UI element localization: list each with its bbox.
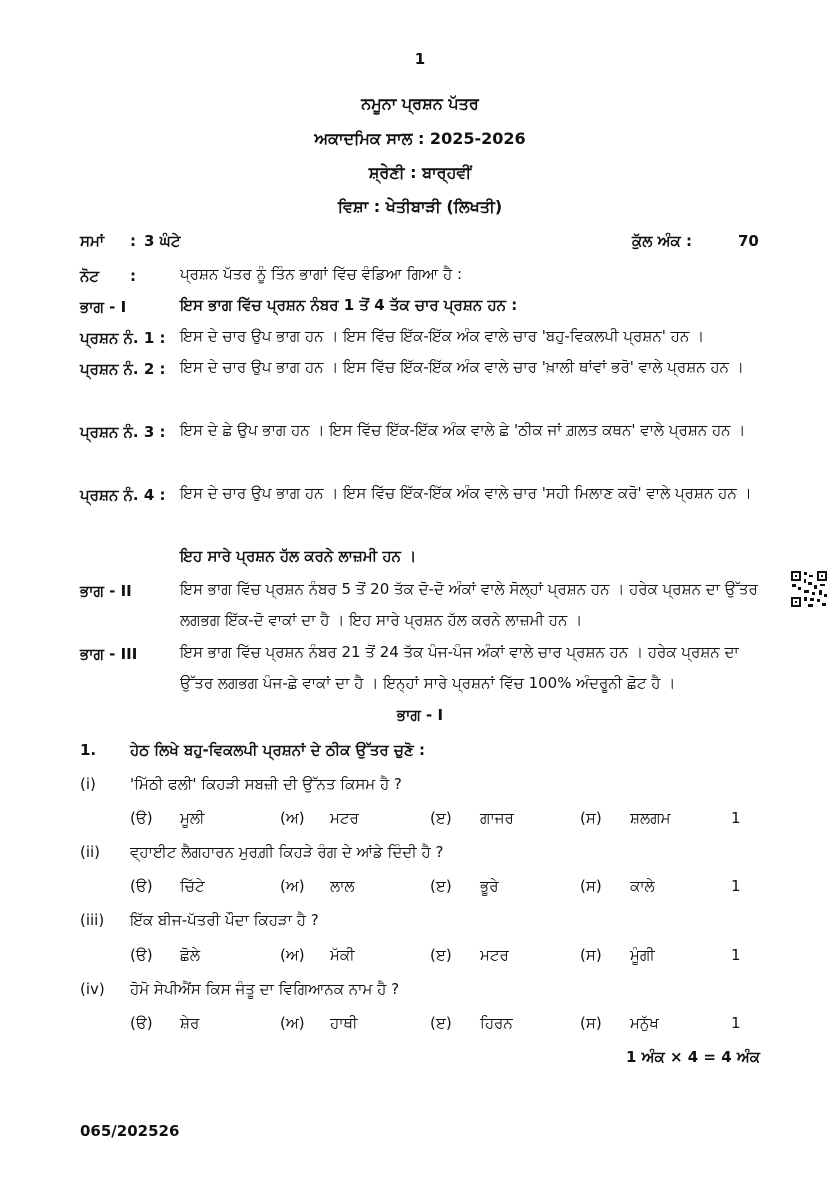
instruction-text: ਇਸ ਦੇ ਚਾਰ ਉਪ ਭਾਗ ਹਨ । ਇਸ ਵਿੱਚ ਇੱਕ-ਇੱਕ ਅੰਕ ਵਾਲੇ ਚਾਰ 'ਖ਼ਾਲੀ ਥਾਂਵਾਂ ਭਰੋ' ਵਾਲੇ ਪ੍ਰਸ਼ਨ ਹਨ ।: [180, 358, 744, 376]
option-label: (ੲ): [430, 946, 452, 964]
option-label: (ਅ): [280, 877, 305, 895]
qr-code-icon: [790, 570, 828, 608]
instruction-label: ਪ੍ਰਸ਼ਨ ਨੰ. 1 :: [80, 329, 166, 347]
academic-year: ਅਕਾਦਮਿਕ ਸਾਲ : 2025-2026: [314, 129, 526, 148]
question-number: 1.: [80, 741, 97, 759]
option-label: (ੳ): [130, 877, 153, 895]
option-text: ਮਟਰ: [480, 946, 509, 964]
instruction-label: ਨੋਟ: [80, 267, 99, 285]
instruction-text: ਇਸ ਦੇ ਚਾਰ ਉਪ ਭਾਗ ਹਨ । ਇਸ ਵਿੱਚ ਇੱਕ-ਇੱਕ ਅੰਕ ਵਾਲੇ ਚਾਰ 'ਬਹੁ-ਵਿਕਲਪੀ ਪ੍ਰਸ਼ਨ' ਹਨ ।: [180, 327, 705, 345]
instruction-text: ਇਸ ਦੇ ਚਾਰ ਉਪ ਭਾਗ ਹਨ । ਇਸ ਵਿੱਚ ਇੱਕ-ਇੱਕ ਅੰਕ ਵਾਲੇ ਚਾਰ 'ਸਹੀ ਮਿਲਾਣ ਕਰੋ' ਵਾਲੇ ਪ੍ਰਸ਼ਨ ਹਨ ।: [180, 484, 752, 502]
option-label: (ਅ): [280, 946, 305, 964]
mark-value: 1: [731, 877, 741, 895]
class-label: ਸ਼੍ਰੇਣੀ : ਬਾਰ੍ਹਵੀਂ: [368, 163, 472, 182]
instruction-label: ਭਾਗ - I: [80, 298, 127, 316]
instruction-text: ਇਸ ਭਾਗ ਵਿੱਚ ਪ੍ਰਸ਼ਨ ਨੰਬਰ 5 ਤੋਂ 20 ਤੱਕ ਦੋ-ਦੋ ਅੰਕਾਂ ਵਾਲੇ ਸੋਲ੍ਹਾਂ ਪ੍ਰਸ਼ਨ ਹਨ । ਹਰੇਕ ਪ੍ਰਸ਼ਨ ਦਾ ਉੱਤਰ ਲਗਭਗ ਇੱਕ-ਦੋ ਵਾਕਾਂ ਦਾ ਹੈ । ਇਹ ਸਾਰੇ ਪ੍ਰਸ਼ਨ ਹੱਲ ਕਰਨੇ ਲਾਜ਼ਮੀ ਹਨ ।: [180, 580, 758, 629]
marks-total: 1 ਅੰਕ × 4 = 4 ਅੰਕ: [625, 1048, 760, 1066]
option-text: ਗਾਜਰ: [480, 809, 514, 827]
section-title: ਭਾਗ - I: [396, 706, 444, 724]
paper-code: 065/202526: [80, 1122, 180, 1140]
sub-question-text: 'ਮਿੱਠੀ ਫਲੀ' ਕਿਹੜੀ ਸਬਜ਼ੀ ਦੀ ਉੱਨਤ ਕਿਸਮ ਹੈ ?: [130, 775, 402, 793]
instruction-label: ਪ੍ਰਸ਼ਨ ਨੰ. 2 :: [80, 360, 166, 378]
option-label: (ਅ): [280, 809, 305, 827]
option-text: ਮੂਲੀ: [180, 809, 205, 827]
time-label: ਸਮਾਂ: [80, 232, 105, 250]
instruction-label: ਭਾਗ - III: [80, 645, 138, 663]
option-text: ਸ਼ੇਰ: [180, 1014, 200, 1032]
subject-label: ਵਿਸ਼ਾ : ਖੇਤੀਬਾੜੀ (ਲਿਖਤੀ): [337, 197, 503, 216]
option-text: ਹਿਰਨ: [480, 1014, 513, 1032]
option-text: ਚਿੱਟੇ: [180, 877, 205, 895]
sub-question-number: (ii): [80, 843, 101, 861]
option-label: (ਸ): [580, 877, 602, 895]
mark-value: 1: [731, 1014, 741, 1032]
sub-question-text: ਇੱਕ ਬੀਜ-ਪੱਤਰੀ ਪੌਦਾ ਕਿਹੜਾ ਹੈ ?: [130, 911, 319, 929]
instruction-text: ਇਸ ਭਾਗ ਵਿੱਚ ਪ੍ਰਸ਼ਨ ਨੰਬਰ 21 ਤੋਂ 24 ਤੱਕ ਪੰਜ-ਪੰਜ ਅੰਕਾਂ ਵਾਲੇ ਚਾਰ ਪ੍ਰਸ਼ਨ ਹਨ । ਹਰੇਕ ਪ੍ਰਸ਼ਨ ਦਾ ਉੱਤਰ ਲਗਭਗ ਪੰਜ-ਛੇ ਵਾਕਾਂ ਦਾ ਹੈ । ਇਨ੍ਹਾਂ ਸਾਰੇ ਪ੍ਰਸ਼ਨਾਂ ਵਿੱਚ 100% ਅੰਦਰੂਨੀ ਛੋਟ ਹੈ ।: [180, 643, 739, 692]
option-label: (ਸ): [580, 946, 602, 964]
instruction-text: ਪ੍ਰਸ਼ਨ ਪੱਤਰ ਨੂੰ ਤਿੰਨ ਭਾਗਾਂ ਵਿੱਚ ਵੰਡਿਆ ਗਿਆ ਹੈ :: [180, 265, 463, 283]
option-label: (ੳ): [130, 1014, 153, 1032]
option-text: ਕਾਲੇ: [630, 877, 655, 895]
option-text: ਸ਼ਲਗਮ: [630, 809, 671, 827]
sub-question-text: ਹੋਮੋ ਸੇਪੀਐਂਸ ਕਿਸ ਜੰਤੂ ਦਾ ਵਿਗਿਆਨਕ ਨਾਮ ਹੈ ?: [130, 980, 400, 998]
option-text: ਭੂਰੇ: [480, 877, 499, 895]
marks-label: ਕੁੱਲ ਅੰਕ :: [632, 232, 692, 250]
instruction-text: ਇਸ ਭਾਗ ਵਿੱਚ ਪ੍ਰਸ਼ਨ ਨੰਬਰ 1 ਤੋਂ 4 ਤੱਕ ਚਾਰ ਪ੍ਰਸ਼ਨ ਹਨ :: [180, 296, 518, 314]
mark-value: 1: [731, 809, 741, 827]
option-text: ਛੋਲੇ: [180, 946, 200, 964]
instruction-colon: :: [130, 267, 136, 285]
sub-question-text: ਵ੍ਹਾਈਟ ਲੈਗਹਾਰਨ ਮੁਰਗ਼ੀ ਕਿਹੜੇ ਰੰਗ ਦੇ ਆਂਡੇ ਦਿੰਦੀ ਹੈ ?: [130, 843, 444, 861]
instruction-label: ਪ੍ਰਸ਼ਨ ਨੰ. 3 :: [80, 423, 166, 441]
paper-title: ਨਮੂਨਾ ਪ੍ਰਸ਼ਨ ਪੱਤਰ: [361, 94, 479, 113]
time-colon: :: [130, 232, 136, 250]
option-label: (ੳ): [130, 809, 153, 827]
option-text: ਲਾਲ: [330, 877, 355, 895]
option-label: (ਸ): [580, 809, 602, 827]
option-label: (ਸ): [580, 1014, 602, 1032]
question-text: ਹੇਠ ਲਿਖੇ ਬਹੁ-ਵਿਕਲਪੀ ਪ੍ਰਸ਼ਨਾਂ ਦੇ ਠੀਕ ਉੱਤਰ ਚੁਣੋ :: [130, 741, 426, 759]
instruction-text: ਇਸ ਦੇ ਛੇ ਉਪ ਭਾਗ ਹਨ । ਇਸ ਵਿੱਚ ਇੱਕ-ਇੱਕ ਅੰਕ ਵਾਲੇ ਛੇ 'ਠੀਕ ਜਾਂ ਗ਼ਲਤ ਕਥਨ' ਵਾਲੇ ਪ੍ਰਸ਼ਨ ਹਨ ।: [180, 421, 746, 439]
instruction-label: ਭਾਗ - II: [80, 582, 132, 600]
instruction-text: ਇਹ ਸਾਰੇ ਪ੍ਰਸ਼ਨ ਹੱਲ ਕਰਨੇ ਲਾਜ਼ਮੀ ਹਨ ।: [180, 547, 417, 565]
page-number: 1: [414, 50, 426, 68]
time-value: 3 ਘੰਟੇ: [144, 232, 181, 250]
sub-question-number: (iv): [80, 980, 105, 998]
option-label: (ੲ): [430, 877, 452, 895]
option-text: ਮੱਕੀ: [330, 946, 355, 964]
option-text: ਮੂੰਗੀ: [630, 946, 655, 964]
option-label: (ੲ): [430, 809, 452, 827]
option-label: (ਅ): [280, 1014, 305, 1032]
sub-question-number: (iii): [80, 911, 105, 929]
option-text: ਹਾਥੀ: [330, 1014, 358, 1032]
option-text: ਮਟਰ: [330, 809, 359, 827]
option-label: (ੳ): [130, 946, 153, 964]
mark-value: 1: [731, 946, 741, 964]
instruction-label: ਪ੍ਰਸ਼ਨ ਨੰ. 4 :: [80, 486, 166, 504]
sub-question-number: (i): [80, 775, 96, 793]
option-label: (ੲ): [430, 1014, 452, 1032]
option-text: ਮਨੁੱਖ: [630, 1014, 659, 1032]
marks-value: 70: [738, 232, 759, 250]
